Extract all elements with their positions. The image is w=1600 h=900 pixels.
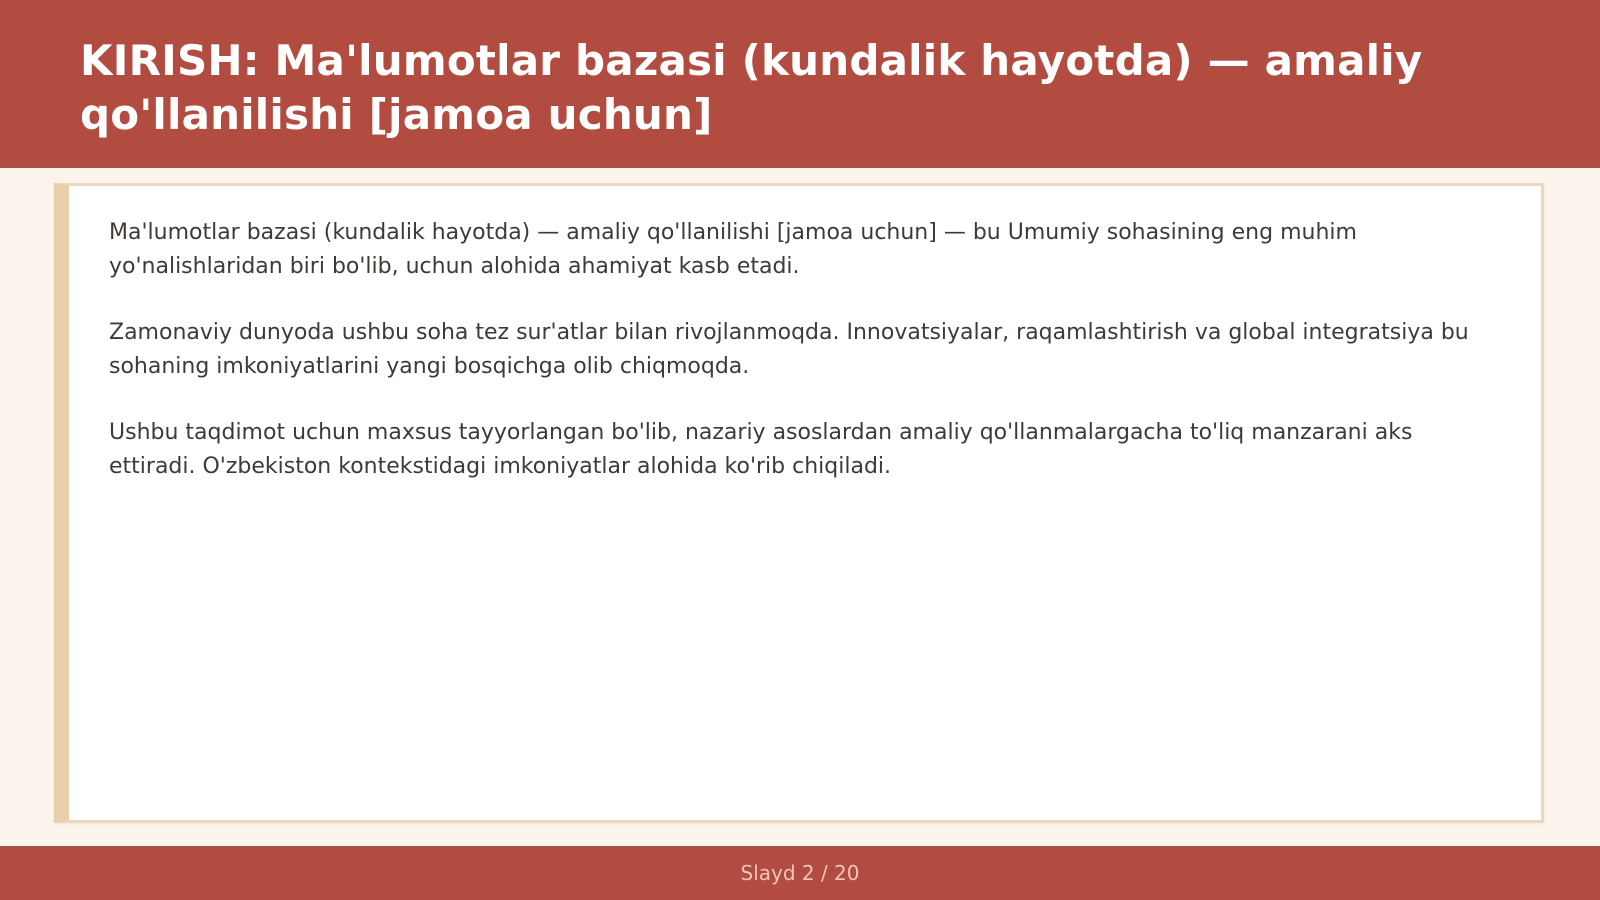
slide-header — [0, 0, 1600, 168]
slide-footer — [0, 846, 1600, 900]
slide-counter: Slayd 2 / 20 — [740, 861, 860, 885]
presentation-summary-paragraph: Ushbu taqdimot uchun maxsus tayyorlangan bo'lib, nazariy asoslardan amaliy qo'llanmalargacha to'liq manzarani aks ettiradi. O'zbekiston kontekstidagi imkoniyatlar alohida ko'rib chiqiladi. — [109, 420, 1413, 479]
content-card — [54, 183, 1544, 823]
slide-title: KIRISH: Ma'lumotlar bazasi (kundalik hayotda) — amaliy qo'llanilishi [jamoa uchun] — [80, 36, 1423, 139]
intro-paragraph: Ma'lumotlar bazasi (kundalik hayotda) — amaliy qo'llanilishi [jamoa uchun] — bu Umumiy sohasining eng muhim yo'nalishlaridan biri bo'lib, uchun alohida ahamiyat kasb etadi. — [109, 220, 1357, 279]
modern-world-paragraph: Zamonaviy dunyoda ushbu soha tez sur'atlar bilan rivojlanmoqda. Innovatsiyalar, raqamlashtirish va global integratsiya bu sohaning imkoniyatlarini yangi bosqichga olib chiqmoqda. — [109, 320, 1469, 379]
